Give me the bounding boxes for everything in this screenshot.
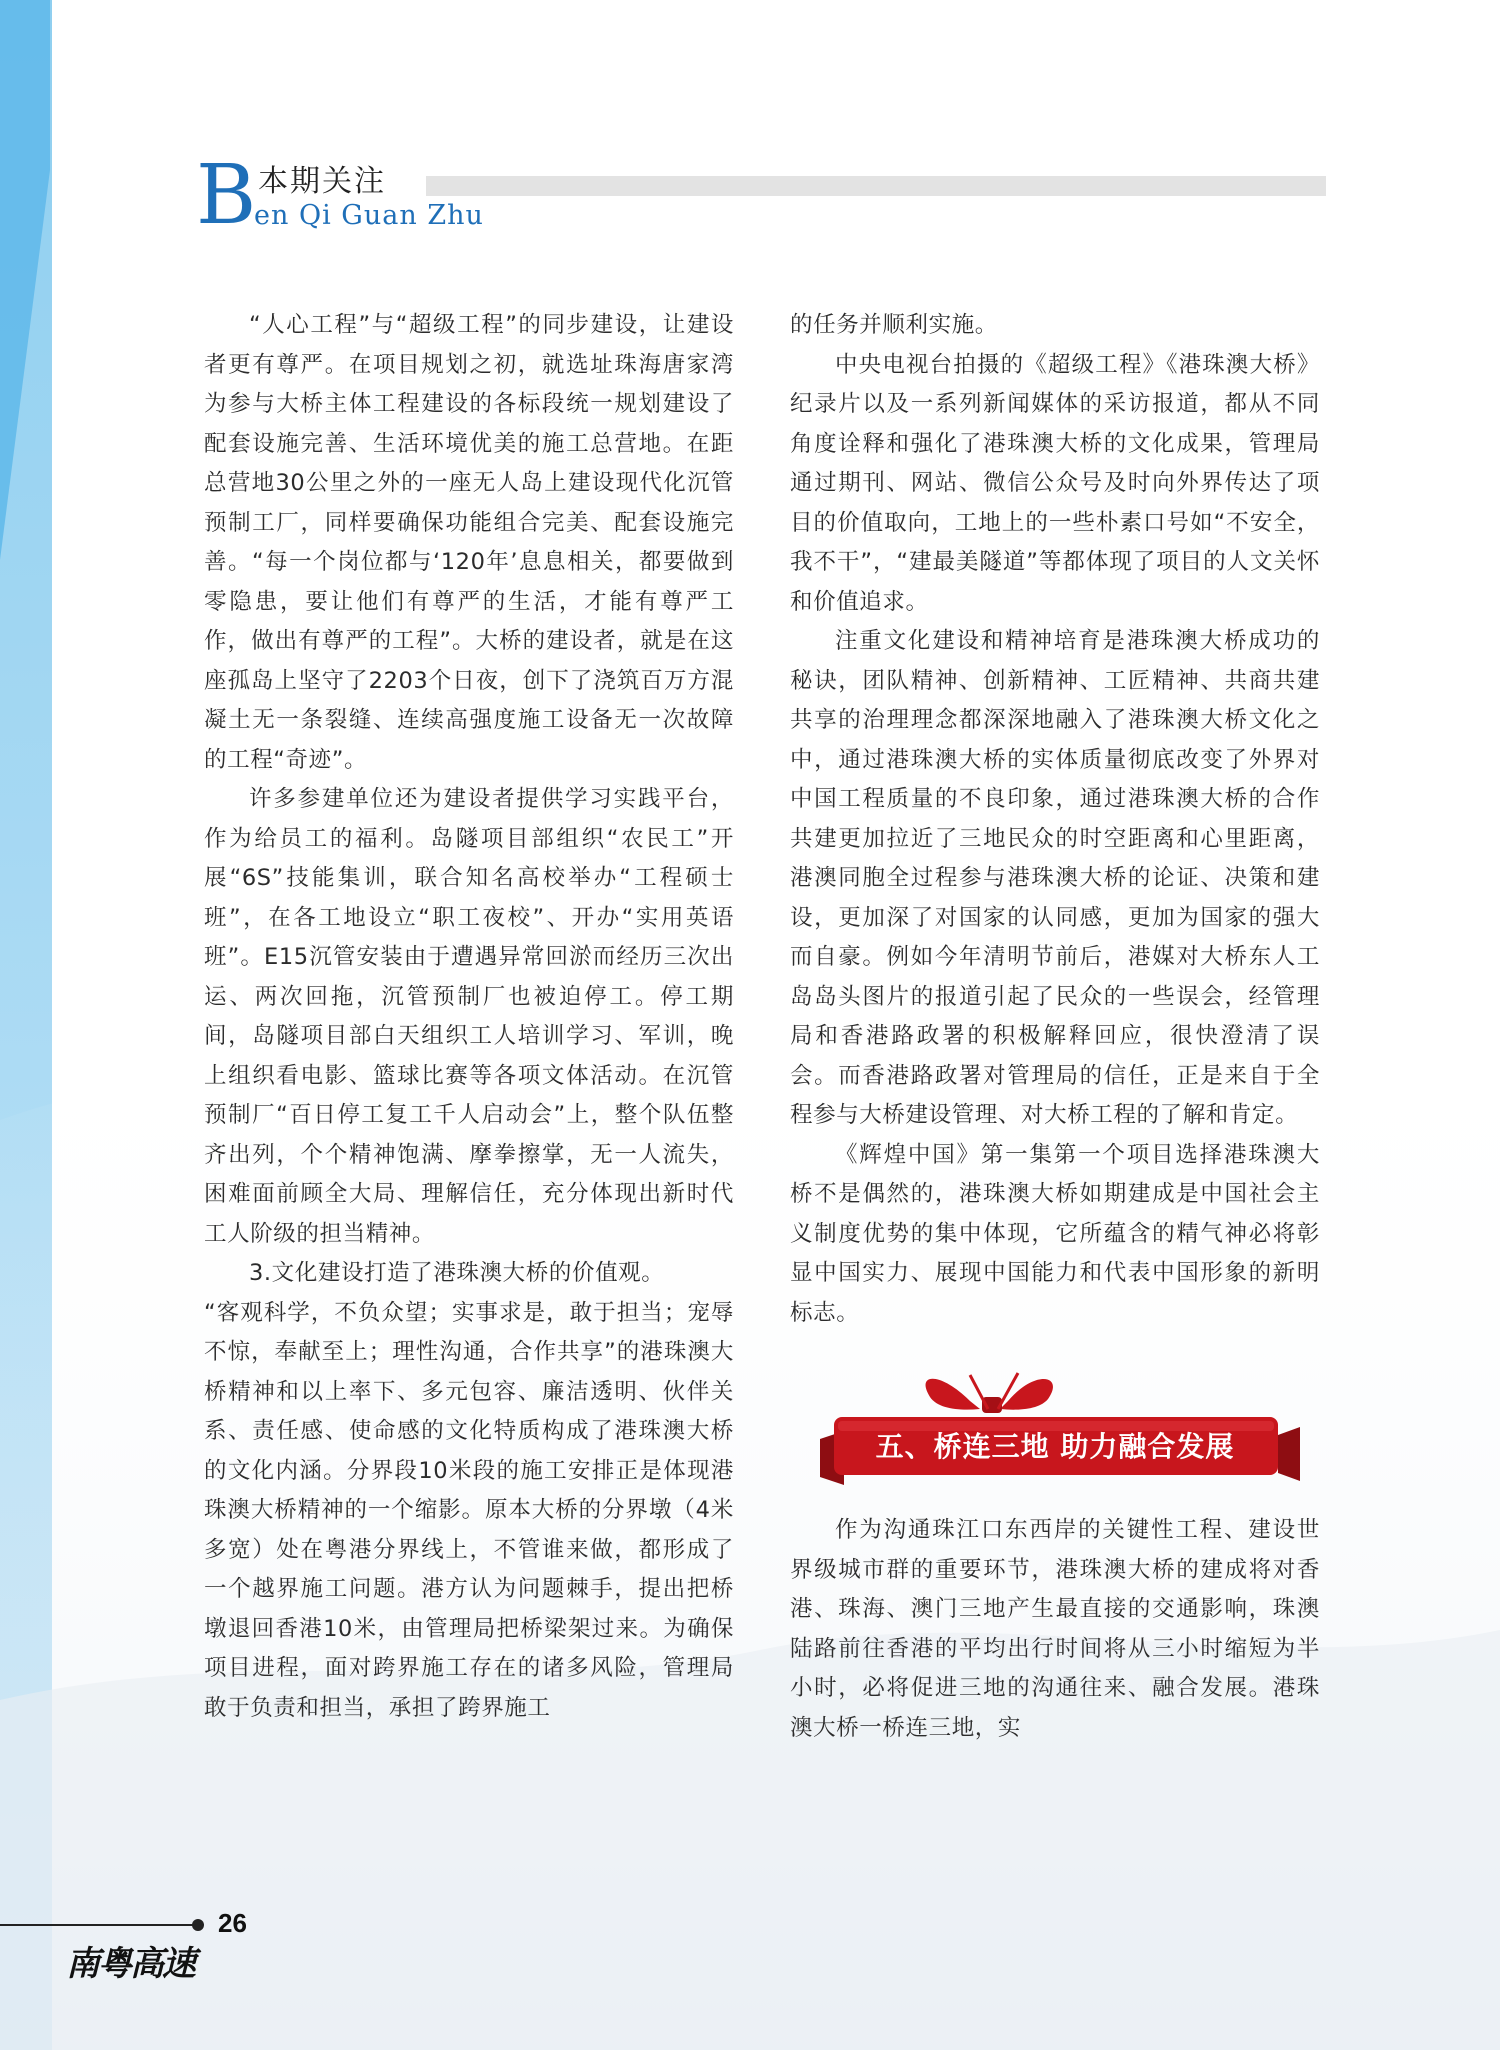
paragraph: 许多参建单位还为建设者提供学习实践平台，作为给员工的福利。岛隧项目部组织“农民工”开展“6S”技能集训，联合知名高校举办“工程硕士班”，在各工地设立“职工夜校”、开办“实用英语班”。E15沉管安装由于遭遇异常回淤而经历三次出运、两次回拖，沉管预制厂也被迫停工。停工期间，岛隧项目部白天组织工人培训学习、军训，晚上组织看电影、篮球比赛等各项文体活动。在沉管预制厂“百日停工复工千人启动会”上，整个队伍整齐出列，个个精神饱满、摩拳擦掌，无一人流失，困难面前顾全大局、理解信任，充分体现出新时代工人阶级的担当精神。 xyxy=(204,786,734,1247)
left-column xyxy=(204,306,734,1728)
header-gray-bar xyxy=(426,176,1326,196)
paragraph: 中央电视台拍摄的《超级工程》《港珠澳大桥》纪录片以及一系列新闻媒体的采访报道，都从不同角度诠释和强化了港珠澳大桥的文化成果，管理局通过期刊、网站、微信公众号及时向外界传达了项目的价值取向，工地上的一些朴素口号如“不安全，我不干”，“建最美隧道”等都体现了项目的人文关怀和价值追求。 xyxy=(790,351,1320,615)
magazine-logo: 南粤高速 xyxy=(66,1944,194,1984)
paragraph: 3.文化建设打造了港珠澳大桥的价值观。 xyxy=(249,1260,665,1286)
footer-rule xyxy=(0,1924,200,1926)
paragraph: 的任务并顺利实施。 xyxy=(790,312,998,338)
header-title-pinyin: en Qi Guan Zhu xyxy=(254,200,484,231)
footer-dot-icon xyxy=(192,1919,204,1931)
paragraph: “人心工程”与“超级工程”的同步建设，让建设者更有尊严。在项目规划之初，就选址珠海唐家湾为参与大桥主体工程建设的各标段统一规划建设了配套设施完善、生活环境优美的施工总营地。在距总营地30公里之外的一座无人岛上建设现代化沉管预制工厂，同样要确保功能组合完美、配套设施完善。“每一个岗位都与‘120年’息息相关，都要做到零隐患，要让他们有尊严的生活，才能有尊严工作，做出有尊严的工程”。大桥的建设者，就是在这座孤岛上坚守了2203个日夜，创下了浇筑百万方混凝土无一条裂缝、连续高强度施工设备无一次故障的工程“奇迹”。 xyxy=(204,312,734,773)
section-heading-banner xyxy=(790,1353,1320,1503)
header-initial-letter: B xyxy=(196,148,257,243)
page-number: 26 xyxy=(218,1908,247,1938)
column-header xyxy=(196,148,1326,243)
paragraph: 《辉煌中国》第一集第一个项目选择港珠澳大桥不是偶然的，港珠澳大桥如期建成是中国社会主义制度优势的集中体现，它所蕴含的精气神必将彰显中国实力、展现中国能力和代表中国形象的新明标志。 xyxy=(790,1141,1320,1326)
right-column xyxy=(790,306,1320,1748)
header-title-cn: 本期关注 xyxy=(258,164,386,199)
section-heading-text: 五、桥连三地 助力融合发展 xyxy=(875,1430,1235,1463)
paragraph: 作为沟通珠江口东西岸的关键性工程、建设世界级城市群的重要环节，港珠澳大桥的建成将对香港、珠海、澳门三地产生最直接的交通影响，珠澳陆路前往香港的平均出行时间将从三小时缩短为半小时，必将促进三地的沟通往来、融合发展。港珠澳大桥一桥连三地，实 xyxy=(790,1517,1320,1741)
paragraph: “客观科学，不负众望；实事求是，敢于担当；宠辱不惊，奉献至上；理性沟通，合作共享”的港珠澳大桥精神和以上率下、多元包容、廉洁透明、伙伴关系、责任感、使命感的文化特质构成了港珠澳大桥的文化内涵。分界段10米段的施工安排正是体现港珠澳大桥精神的一个缩影。原本大桥的分界墩（4米多宽）处在粤港分界线上，不管谁来做，都形成了一个越界施工问题。港方认为问题棘手，提出把桥墩退回香港10米，由管理局把桥梁架过来。为确保项目进程，面对跨界施工存在的诸多风险，管理局敢于负责和担当，承担了跨界施工 xyxy=(204,1299,734,1721)
paragraph: 注重文化建设和精神培育是港珠澳大桥成功的秘诀，团队精神、创新精神、工匠精神、共商共建共享的治理理念都深深地融入了港珠澳大桥文化之中，通过港珠澳大桥的实体质量彻底改变了外界对中国工程质量的不良印象，通过港珠澳大桥的合作共建更加拉近了三地民众的时空距离和心里距离，港澳同胞全过程参与港珠澳大桥的论证、决策和建设，更加深了对国家的认同感，更加为国家的强大而自豪。例如今年清明节前后，港媒对大桥东人工岛岛头图片的报道引起了民众的一些误会，经管理局和香港路政署的积极解释回应，很快澄清了误会。而香港路政署对管理局的信任，正是来自于全程参与大桥建设管理、对大桥工程的了解和肯定。 xyxy=(790,628,1320,1128)
